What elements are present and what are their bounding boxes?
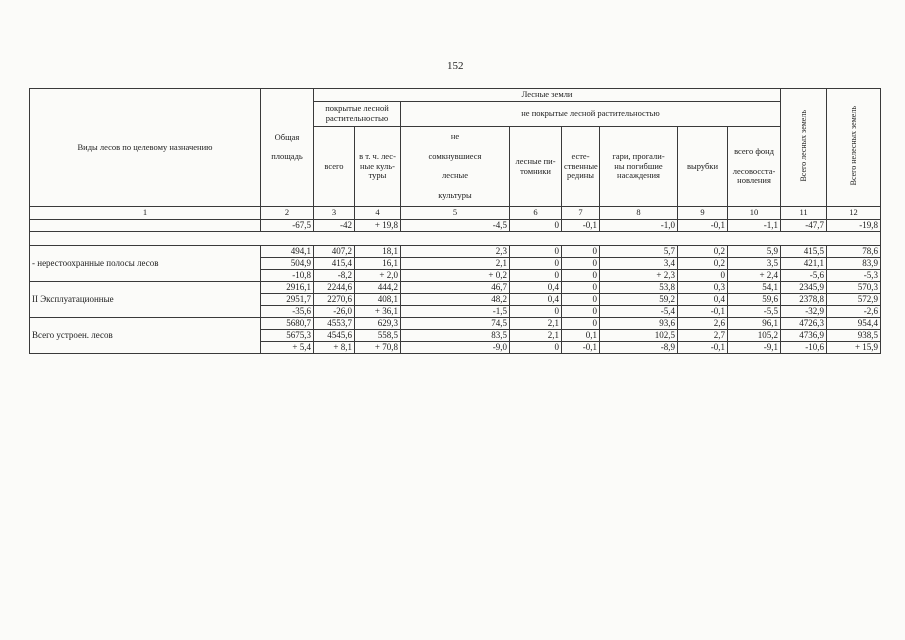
table-cell: -2,6: [827, 306, 881, 318]
table-cell: -0,1: [678, 342, 728, 354]
table-cell: 0,2: [678, 258, 728, 270]
header-total-area: [261, 89, 314, 207]
table-cell: 0: [562, 318, 600, 330]
table-cell: 96,1: [728, 318, 781, 330]
table-cell: + 0,2: [401, 270, 510, 282]
header-total-forest-lands: [781, 89, 827, 207]
table-row: [30, 282, 881, 294]
column-number: 6: [510, 207, 562, 220]
header-unclosed-line4: культуры: [438, 189, 472, 200]
row-label: [30, 220, 261, 232]
header-burnt-line1: гари, прогали-: [612, 150, 665, 161]
table-cell: 16,1: [355, 258, 401, 270]
table-cell: 3,4: [600, 258, 678, 270]
table-cell: 0: [562, 246, 600, 258]
table-cell: 78,6: [827, 246, 881, 258]
table-cell: 2,6: [678, 318, 728, 330]
column-number: 3: [314, 207, 355, 220]
table-cell: 2345,9: [781, 282, 827, 294]
header-restoration-line3: новления: [737, 175, 771, 186]
table-cell: -67,5: [261, 220, 314, 232]
table-cell: 54,1: [728, 282, 781, 294]
header-nurseries-line1: лесные пи-: [515, 155, 556, 166]
header-nurseries-line2: томники: [520, 165, 551, 176]
column-number: 12: [827, 207, 881, 220]
table-cell: -4,5: [401, 220, 510, 232]
table-cell: + 15,9: [827, 342, 881, 354]
spacer-cell: [30, 232, 881, 246]
header-covered: покрытые лесной растительностью: [314, 102, 401, 127]
table-cell: -8,2: [314, 270, 355, 282]
table-cell: 74,5: [401, 318, 510, 330]
table-cell: 2,3: [401, 246, 510, 258]
table-cell: 48,2: [401, 294, 510, 306]
table-row: [30, 220, 881, 232]
header-unclosed-line1: не: [450, 131, 460, 142]
table-cell: -8,9: [600, 342, 678, 354]
header-nurseries: [510, 127, 562, 207]
table-cell: 102,5: [600, 330, 678, 342]
table-cell: 0: [678, 270, 728, 282]
table-cell: 494,1: [261, 246, 314, 258]
column-number: 11: [781, 207, 827, 220]
table-cell: 0: [510, 270, 562, 282]
table-cell: 0: [562, 306, 600, 318]
table-cell: -0,1: [678, 220, 728, 232]
table-cell: -0,1: [562, 342, 600, 354]
table-cell: 2378,8: [781, 294, 827, 306]
header-restoration: [728, 127, 781, 207]
table-cell: 0: [562, 270, 600, 282]
table-cell: -10,6: [781, 342, 827, 354]
table-cell: 0,1: [562, 330, 600, 342]
table-cell: -35,6: [261, 306, 314, 318]
table-cell: 0,3: [678, 282, 728, 294]
table-cell: -5,6: [781, 270, 827, 282]
table-cell: 59,2: [600, 294, 678, 306]
header-restoration-line1: всего фонд: [734, 145, 774, 156]
table-cell: -5,5: [728, 306, 781, 318]
row-label: Всего устроен. лесов: [30, 318, 261, 354]
table-cell: -10,8: [261, 270, 314, 282]
table-cell: 408,1: [355, 294, 401, 306]
table-cell: 0: [510, 246, 562, 258]
table-cell: 0: [510, 342, 562, 354]
table-cell: 5680,7: [261, 318, 314, 330]
table-cell: 407,2: [314, 246, 355, 258]
header-crops-line2: ные куль-: [360, 160, 395, 171]
table-cell: 93,6: [600, 318, 678, 330]
table-cell: 5,7: [600, 246, 678, 258]
table-cell: 5675,3: [261, 330, 314, 342]
table-cell: 4736,9: [781, 330, 827, 342]
table-cell: 2270,6: [314, 294, 355, 306]
header-total-nonforest-lands: [827, 89, 881, 207]
table-cell: 59,6: [728, 294, 781, 306]
table-cell: + 5,4: [261, 342, 314, 354]
table-cell: 83,5: [401, 330, 510, 342]
header-burnt-line2: ны погибшие: [614, 160, 663, 171]
table-cell: 2,1: [401, 258, 510, 270]
header-restoration-line2: лесовосста-: [732, 165, 776, 176]
table-cell: -9,1: [728, 342, 781, 354]
header-total: всего: [314, 127, 355, 207]
table-cell: 2244,6: [314, 282, 355, 294]
table-cell: 53,8: [600, 282, 678, 294]
header-natural-sparse-line3: редины: [566, 170, 595, 181]
table-row: [30, 318, 881, 330]
table-cell: -19,8: [827, 220, 881, 232]
table-cell: + 36,1: [355, 306, 401, 318]
table-cell: 504,9: [261, 258, 314, 270]
column-number: 4: [355, 207, 401, 220]
header-total-nonforest-lands-text: Всего нелесных земель: [848, 106, 858, 186]
table-cell: 415,5: [781, 246, 827, 258]
header-not-covered: не покрытые лесной растительностью: [401, 102, 781, 127]
table-cell: + 2,3: [600, 270, 678, 282]
header-burnt: [600, 127, 678, 207]
header-natural-sparse: [562, 127, 600, 207]
table-cell: -47,7: [781, 220, 827, 232]
header-total-area-line1: Общая: [274, 131, 300, 142]
table-cell: 0,4: [510, 282, 562, 294]
table-cell: 0,2: [678, 246, 728, 258]
table-cell: -1,5: [401, 306, 510, 318]
column-number-row: [30, 207, 881, 220]
forest-land-table: [29, 88, 881, 354]
column-number: 1: [30, 207, 261, 220]
table-cell: 4553,7: [314, 318, 355, 330]
header-burnt-line3: насаждения: [617, 170, 660, 181]
header-total-forest-lands-text: Всего лесных земель: [798, 110, 808, 182]
table-cell: 5,9: [728, 246, 781, 258]
table-cell: 105,2: [728, 330, 781, 342]
header-forest-lands: Лесные земли: [314, 89, 781, 102]
header-crops: [355, 127, 401, 207]
table-cell: 0: [562, 258, 600, 270]
table-cell: 570,3: [827, 282, 881, 294]
table-cell: 83,9: [827, 258, 881, 270]
table-cell: 4726,3: [781, 318, 827, 330]
table-cell: 0: [562, 282, 600, 294]
column-number: 10: [728, 207, 781, 220]
table-cell: 0: [510, 258, 562, 270]
header-crops-line1: в т. ч. лес-: [359, 150, 396, 161]
table-cell: 2,1: [510, 318, 562, 330]
spacer-row: [30, 232, 881, 246]
column-number: 9: [678, 207, 728, 220]
table-cell: + 70,8: [355, 342, 401, 354]
table-cell: -32,9: [781, 306, 827, 318]
table-cell: 2916,1: [261, 282, 314, 294]
table-cell: -0,1: [678, 306, 728, 318]
table-cell: 572,9: [827, 294, 881, 306]
table-cell: 629,3: [355, 318, 401, 330]
page-number: 152: [447, 60, 464, 72]
header-total-area-line2: площадь: [271, 151, 303, 162]
table-cell: 415,4: [314, 258, 355, 270]
column-number: 7: [562, 207, 600, 220]
table-cell: -1,1: [728, 220, 781, 232]
header-unclosed-crops: [401, 127, 510, 207]
table-cell: 2951,7: [261, 294, 314, 306]
header-forest-types: Виды лесов по целевому назначению: [30, 89, 261, 207]
table-cell: + 2,0: [355, 270, 401, 282]
table-cell: 2,7: [678, 330, 728, 342]
table-cell: -26,0: [314, 306, 355, 318]
table-cell: 0: [510, 306, 562, 318]
column-number: 5: [401, 207, 510, 220]
table-cell: 421,1: [781, 258, 827, 270]
table-cell: 444,2: [355, 282, 401, 294]
table-cell: + 8,1: [314, 342, 355, 354]
table-cell: -5,4: [600, 306, 678, 318]
table-cell: 938,5: [827, 330, 881, 342]
table-cell: 0,4: [678, 294, 728, 306]
table-cell: 46,7: [401, 282, 510, 294]
table-cell: -5,3: [827, 270, 881, 282]
table-cell: 4545,6: [314, 330, 355, 342]
table-cell: -0,1: [562, 220, 600, 232]
column-number: 2: [261, 207, 314, 220]
table-cell: 3,5: [728, 258, 781, 270]
header-crops-line3: туры: [368, 170, 387, 181]
table-cell: -1,0: [600, 220, 678, 232]
table-cell: + 19,8: [355, 220, 401, 232]
table-cell: 18,1: [355, 246, 401, 258]
row-label: - нерестоохранные полосы лесов: [30, 246, 261, 282]
table-cell: 0: [510, 220, 562, 232]
table-cell: 0: [562, 294, 600, 306]
table-cell: 2,1: [510, 330, 562, 342]
table-row: [30, 246, 881, 258]
table-cell: 0,4: [510, 294, 562, 306]
table-cell: -42: [314, 220, 355, 232]
table-cell: 954,4: [827, 318, 881, 330]
column-number: 8: [600, 207, 678, 220]
header-natural-sparse-line1: есте-: [571, 150, 590, 161]
table-cell: + 2,4: [728, 270, 781, 282]
header-clearings: вырубки: [678, 127, 728, 207]
table-cell: 558,5: [355, 330, 401, 342]
table-cell: -9,0: [401, 342, 510, 354]
header-unclosed-line2: сомкнувшиеся: [428, 150, 482, 161]
row-label: II Эксплуатационные: [30, 282, 261, 318]
header-natural-sparse-line2: ственные: [564, 160, 598, 171]
header-unclosed-line3: лесные: [441, 170, 469, 181]
